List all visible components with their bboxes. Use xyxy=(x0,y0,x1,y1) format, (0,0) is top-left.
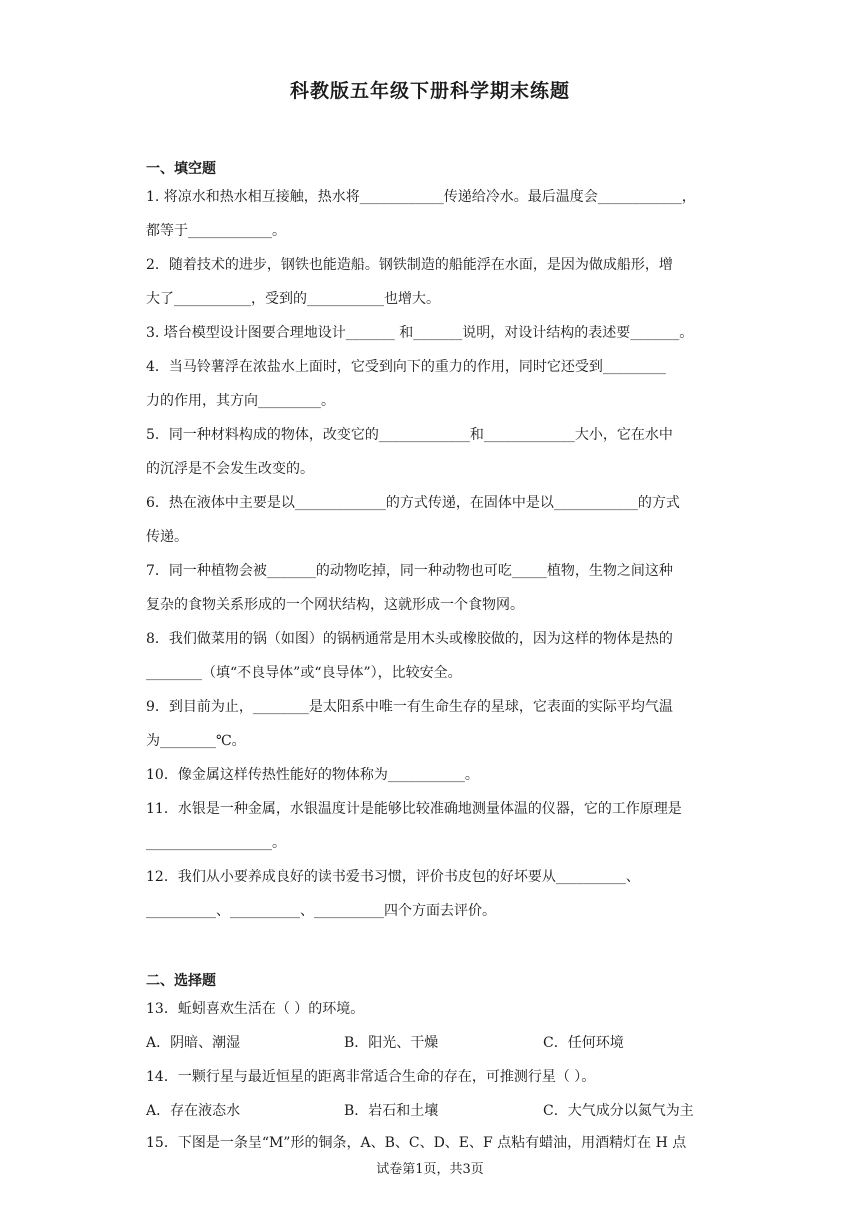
question-13: 13．蚯蚓喜欢生活在（ ）的环境。 xyxy=(146,1001,365,1017)
question-line: 7．同一种植物会被_______的动物吃掉，同一种动物也可吃_____植物，生物之间这种 xyxy=(146,563,673,579)
question-line: 11．水银是一种金属，水银温度计是能够比较准确地测量体温的仪器，它的工作原理是 xyxy=(146,801,682,817)
question-line: 的沉浮是不会发生改变的。 xyxy=(146,461,314,477)
question-15: 15．下图是一条呈“M”形的铜条，A、B、C、D、E、F 点粘有蜡油，用酒精灯在 H 点 xyxy=(146,1135,687,1151)
question-line: __________________。 xyxy=(146,835,286,851)
question-line: 都等于____________。 xyxy=(146,223,286,239)
question-line: 5．同一种材料构成的物体，改变它的_____________和_____________大小，它在水中 xyxy=(146,427,673,443)
question-line: ________（填“不良导体”或“良导体”），比较安全。 xyxy=(146,665,462,681)
question-line: __________、__________、__________四个方面去评价。 xyxy=(146,903,496,919)
q13-option-c: C．任何环境 xyxy=(543,1035,624,1051)
question-line: 大了___________，受到的___________也增大。 xyxy=(146,291,440,307)
question-line: 10．像金属这样传热性能好的物体称为___________。 xyxy=(146,767,479,783)
q14-option-c: C．大气成分以氮气为主 xyxy=(543,1103,694,1119)
question-line: 1. 将凉水和热水相互接触，热水将____________传递给冷水。最后温度会____________， xyxy=(146,189,696,205)
question-line: 为________℃。 xyxy=(146,733,246,749)
page-footer: 试卷第1页，共3页 xyxy=(376,1162,484,1177)
question-line: 力的作用，其方向_________。 xyxy=(146,393,335,409)
q14-option-b: B．岩石和土壤 xyxy=(344,1103,439,1119)
q13-option-a: A．阴暗、潮湿 xyxy=(146,1035,241,1051)
question-line: 6．热在液体中主要是以_____________的方式传递，在固体中是以____________的方式 xyxy=(146,495,680,511)
question-line: 8．我们做菜用的锅（如图）的锅柄通常是用木头或橡胶做的，因为这样的物体是热的 xyxy=(146,631,673,647)
section-heading-choice: 二、选择题 xyxy=(146,973,216,989)
question-line: 复杂的食物关系形成的一个网状结构，这就形成一个食物网。 xyxy=(146,597,524,613)
question-line: 12．我们从小要养成良好的读书爱书习惯，评价书皮包的好坏要从__________、 xyxy=(146,869,640,885)
question-line: 9．到目前为止，________是太阳系中唯一有生命生存的星球，它表面的实际平均气温 xyxy=(146,699,673,715)
question-line: 2．随着技术的进步，钢铁也能造船。钢铁制造的船能浮在水面，是因为做成船形，增 xyxy=(146,257,673,273)
question-14: 14．一颗行星与最近恒星的距离非常适合生命的存在，可推测行星（ ）。 xyxy=(146,1069,596,1085)
q14-option-a: A．存在液态水 xyxy=(146,1103,241,1119)
q13-option-b: B．阳光、干燥 xyxy=(344,1035,439,1051)
question-line: 4．当马铃薯浮在浓盐水上面时，它受到向下的重力的作用，同时它还受到_________ xyxy=(146,359,666,375)
page-title: 科教版五年级下册科学期末练题 xyxy=(289,80,570,102)
question-line: 3. 塔台模型设计图要合理地设计_______ 和_______说明，对设计结构的表述要_______。 xyxy=(146,325,694,341)
section-heading-fill: 一、填空题 xyxy=(146,161,216,177)
question-line: 传递。 xyxy=(146,529,188,545)
